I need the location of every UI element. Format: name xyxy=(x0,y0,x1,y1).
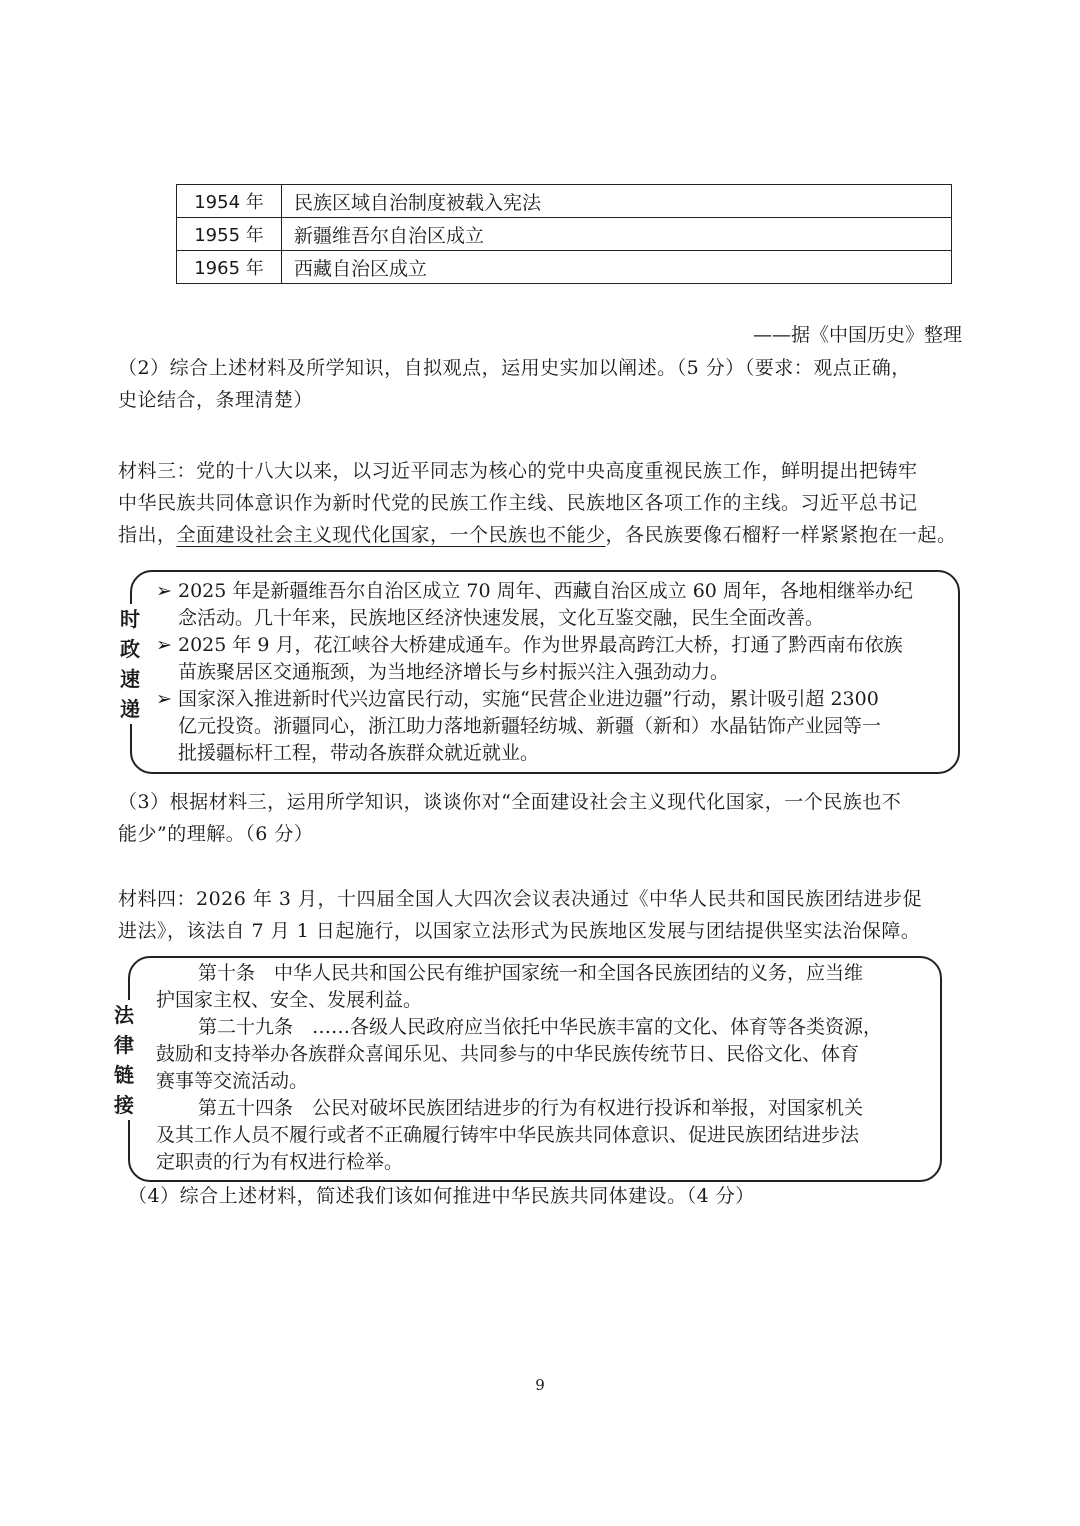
question-2-line-1: （2）综合上述材料及所学知识，自拟观点，运用史实加以阐述。（5 分）（要求：观点正确， xyxy=(118,357,911,379)
list-item: ➢ 国家深入推进新时代兴边富民行动，实施“民营企业进边疆”行动，累计吸引超 2300 xyxy=(156,686,946,713)
question-4: （4）综合上述材料，简述我们该如何推进中华民族共同体建设。（4 分） xyxy=(128,1185,755,1207)
article-54-line-2: 及其工作人员不履行或者不正确履行铸牢中华民族共同体意识、促进民族团结进步法 xyxy=(156,1124,860,1146)
article-29-line-2: 鼓励和支持举办各族群众喜闻乐见、共同参与的中华民族传统节日、民俗文化、体育 xyxy=(156,1043,860,1065)
news-list xyxy=(156,578,946,767)
list-item: ➢ 2025 年是新疆维吾尔自治区成立 70 周年、西藏自治区成立 60 周年，各地相继举办纪 xyxy=(156,578,946,605)
article-29-line-1: 第二十九条 ……各级人民政府应当依托中华民族丰富的文化、体育等各类资源， xyxy=(198,1016,883,1038)
table-row xyxy=(177,218,952,251)
material-4-line-2: 进法》，该法自 7 月 1 日起施行，以国家立法形式为民族地区发展与团结提供坚实法治保障。 xyxy=(118,920,921,942)
year-cell: 1955 年 xyxy=(177,218,282,251)
article-10-line-1: 第十条 中华人民共和国公民有维护国家统一和全国各民族团结的义务，应当维 xyxy=(198,962,864,984)
list-item-cont: 念活动。几十年来，民族地区经济快速发展，文化互鉴交融，民生全面改善。 xyxy=(178,607,825,629)
material-3-text: 指出， xyxy=(118,524,177,546)
material-3-line-1: 材料三：党的十八大以来，以习近平同志为核心的党中央高度重视民族工作，鲜明提出把铸牢 xyxy=(118,460,918,482)
source-citation: ——据《中国历史》整理 xyxy=(752,324,962,346)
article-54-line-3: 定职责的行为有权进行检举。 xyxy=(156,1151,404,1173)
list-item-cont: 亿元投资。浙疆同心，浙江助力落地新疆轻纺城、新疆（新和）水晶钻饰产业园等一 xyxy=(178,715,882,737)
table-row xyxy=(177,185,952,218)
list-item: ➢ 2025 年 9 月，花江峡谷大桥建成通车。作为世界最高跨江大桥，打通了黔西南布依族 xyxy=(156,632,946,659)
news-box-label: 时 政 速 递 xyxy=(118,604,142,724)
material-4-line-1: 材料四：2026 年 3 月，十四届全国人大四次会议表决通过《中华人民共和国民族团结进步促 xyxy=(118,888,923,910)
arrow-bullet-icon: ➢ xyxy=(156,580,172,602)
material-3-text: ，各民族要像石榴籽一样紧紧抱在一起。 xyxy=(605,524,957,546)
page-number: 9 xyxy=(535,1376,545,1394)
arrow-bullet-icon: ➢ xyxy=(156,688,172,710)
arrow-bullet-icon: ➢ xyxy=(156,634,172,656)
year-cell: 1965 年 xyxy=(177,251,282,284)
question-3-line-2: 能少”的理解。（6 分） xyxy=(118,823,314,845)
list-item-cont: 批援疆标杆工程，带动各族群众就近就业。 xyxy=(178,742,540,764)
question-2-line-2: 史论结合，条理清楚） xyxy=(118,389,314,411)
timeline-table xyxy=(176,184,952,284)
question-3-line-1: （3）根据材料三，运用所学知识，谈谈你对“全面建设社会主义现代化国家，一个民族也不 xyxy=(118,791,902,813)
material-3-line-3 xyxy=(118,519,957,551)
table-row xyxy=(177,251,952,284)
list-item-cont: 苗族聚居区交通瓶颈，为当地经济增长与乡村振兴注入强劲动力。 xyxy=(178,661,730,683)
article-29-line-3: 赛事等交流活动。 xyxy=(156,1070,309,1092)
year-cell: 1954 年 xyxy=(177,185,282,218)
article-54-line-1: 第五十四条 公民对破坏民族团结进步的行为有权进行投诉和举报，对国家机关 xyxy=(198,1097,864,1119)
law-box-label: 法 律 链 接 xyxy=(112,1000,136,1120)
event-cell: 新疆维吾尔自治区成立 xyxy=(282,218,952,251)
article-10-line-2: 护国家主权、安全、发展利益。 xyxy=(156,989,423,1011)
event-cell: 民族区域自治制度被载入宪法 xyxy=(282,185,952,218)
underlined-quote: 全面建设社会主义现代化国家，一个民族也不能少 xyxy=(176,524,606,546)
law-articles xyxy=(156,960,931,1176)
material-3-line-2: 中华民族共同体意识作为新时代党的民族工作主线、民族地区各项工作的主线。习近平总书记 xyxy=(118,492,918,514)
event-cell: 西藏自治区成立 xyxy=(282,251,952,284)
